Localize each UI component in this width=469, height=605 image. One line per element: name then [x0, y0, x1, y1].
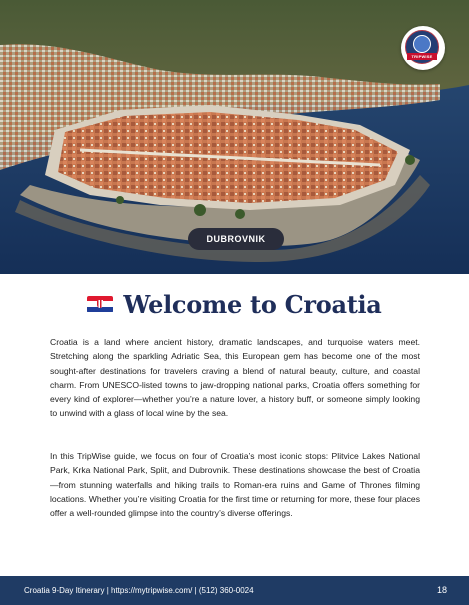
location-badge: DUBROVNIK [188, 228, 284, 250]
guide-paragraph: In this TripWise guide, we focus on four of Croatia’s most iconic stops: Plitvice Lakes National Park, Krka National Park, Split, and Dubrovnik. These destinations showcase the best of Croatia—from stunning waterfalls and hiking trails to Roman-era ruins and Game of Thrones filming locations. Whether you’re visiting Croatia for the first time or returning for more, these four places offer a well-rounded glimpse into the country’s diverse offerings. [50, 451, 420, 519]
logo-banner: TRIPWISE [407, 53, 437, 60]
intro-paragraph: Croatia is a land where ancient history, dramatic landscapes, and turquoise waters meet. Stretching along the sparkling Adriatic Sea, this European gem has become one of the most sought-after destinations for travelers craving a blend of natural beauty, culture, and coastal charm. From UNESCO-listed towns to jaw-dropping national parks, Croatia offers something for every kind of explorer—whether you’re a nature lover, a history buff, or someone simply looking to unwind with a glass of local wine by the sea. [50, 337, 420, 419]
hero-photo [0, 0, 469, 274]
globe-icon [413, 35, 431, 53]
title-row [0, 289, 469, 319]
page-footer [0, 576, 469, 605]
tripwise-logo [401, 26, 445, 70]
page-title: Welcome to Croatia [123, 289, 382, 319]
footer-info: Croatia 9-Day Itinerary | https://mytripwise.com/ | (512) 360-0024 [24, 586, 254, 595]
page-number: 18 [436, 585, 447, 595]
croatia-flag-icon [87, 296, 113, 313]
